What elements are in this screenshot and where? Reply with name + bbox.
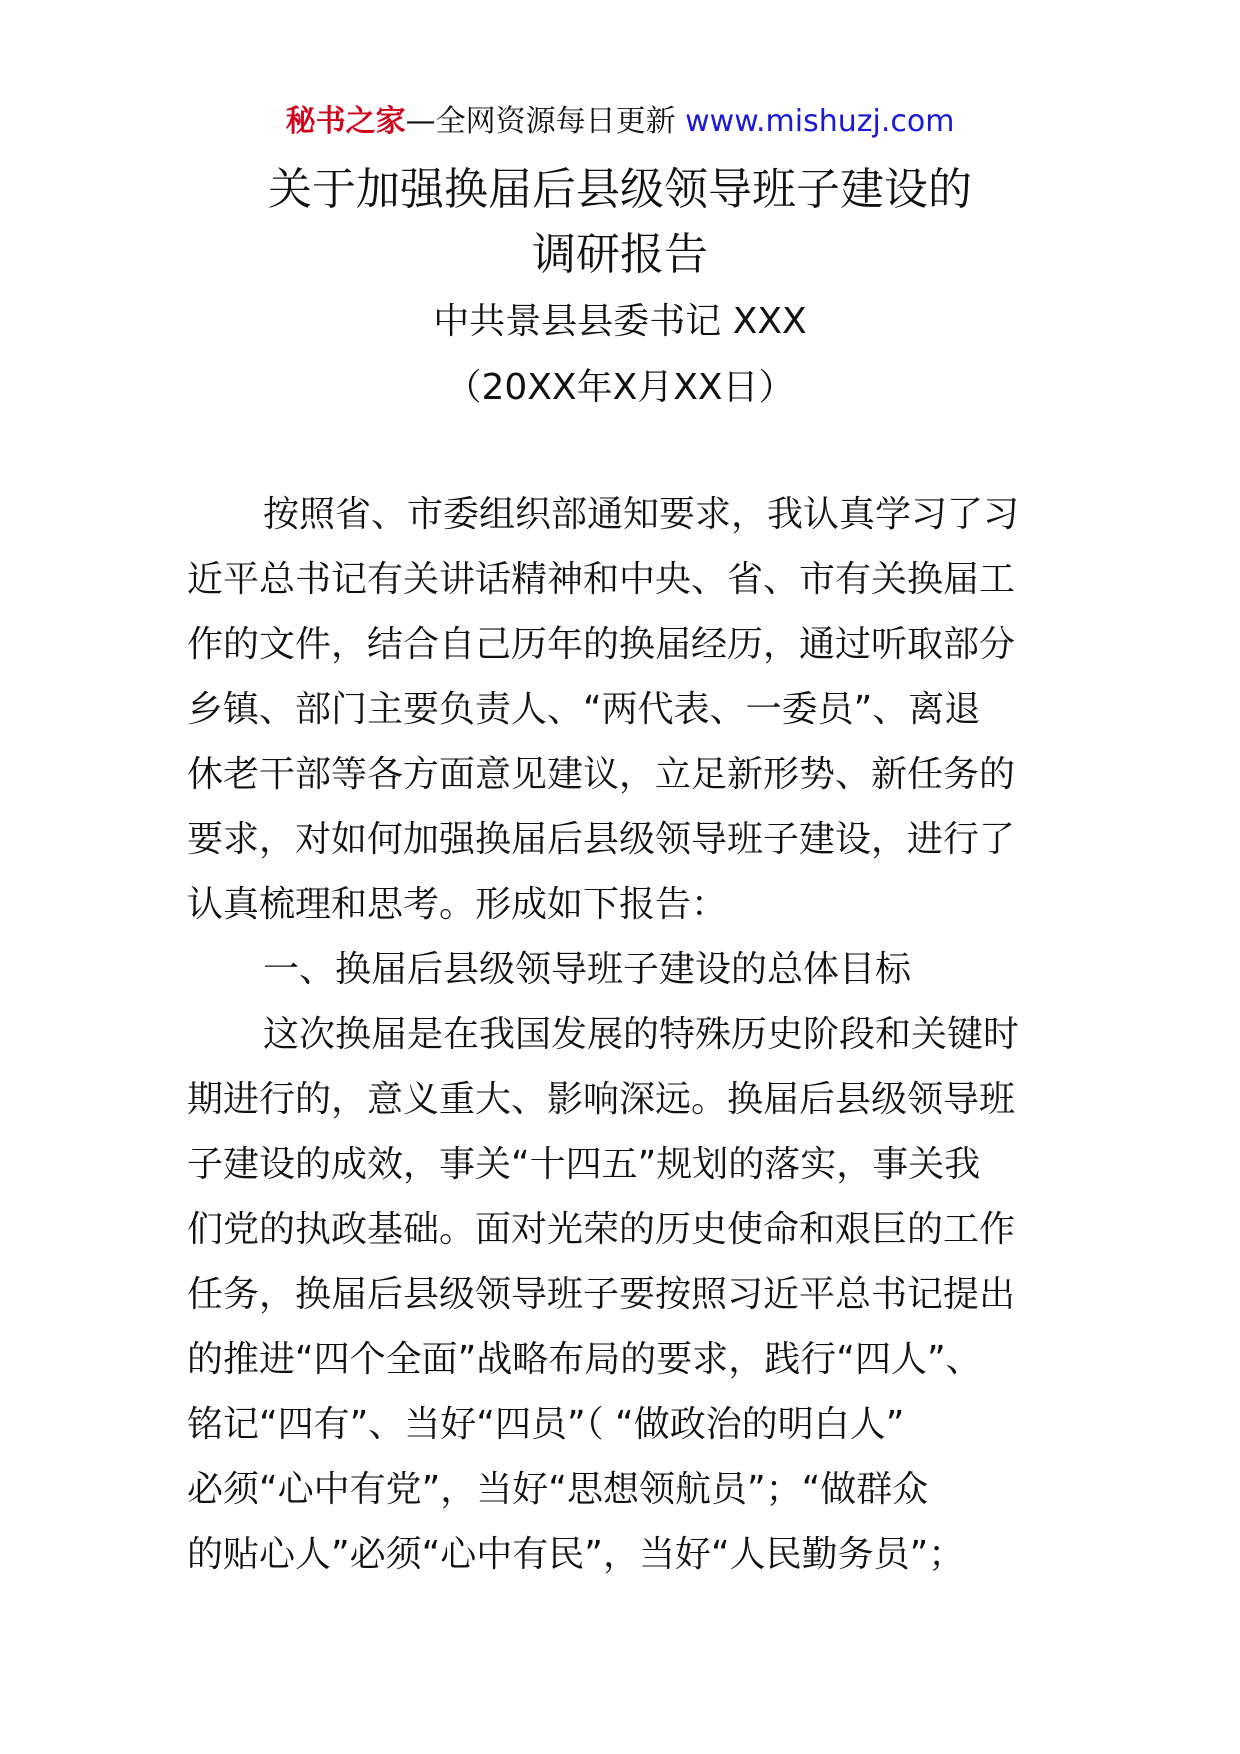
document-author: 中共景县县委书记 XXX xyxy=(433,301,807,342)
site-slogan: —全网资源每日更新 xyxy=(405,104,676,139)
body-line: 的推进“四个全面”战略布局的要求，践行“四人”、 xyxy=(187,1339,982,1380)
body-line: 认真梳理和思考。形成如下报告： xyxy=(187,884,728,925)
site-url-link[interactable]: www.mishuzj.com xyxy=(685,104,955,139)
body-line: 期进行的，意义重大、影响深远。换届后县级领导班 xyxy=(187,1079,1016,1120)
document-title-line-1: 关于加强换届后县级领导班子建设的 xyxy=(268,164,972,215)
document-date: （20XX年X月XX日） xyxy=(445,367,795,408)
section-heading: 一、换届后县级领导班子建设的总体目标 xyxy=(263,949,912,990)
body-line: 铭记“四有”、当好“四员”（ “做政治的明白人” xyxy=(187,1404,905,1445)
brand-name: 秘书之家 xyxy=(285,104,406,139)
body-line: 任务，换届后县级领导班子要按照习近平总书记提出 xyxy=(187,1274,1016,1315)
body-line: 休老干部等各方面意见建议，立足新形势、新任务的 xyxy=(187,754,1016,795)
body-line: 要求，对如何加强换届后县级领导班子建设，进行了 xyxy=(187,819,1016,860)
body-line: 必须“心中有党”，当好“思想领航员”；“做群众 xyxy=(187,1469,929,1510)
body-line: 乡镇、部门主要负责人、“两代表、一委员”、离退 xyxy=(187,689,981,730)
body-line: 作的文件，结合自己历年的换届经历，通过听取部分 xyxy=(187,624,1016,665)
document-body xyxy=(187,482,1077,1587)
document-title-line-2: 调研报告 xyxy=(532,229,708,280)
body-line: 的贴心人”必须“心中有民”，当好“人民勤务员”； xyxy=(187,1534,965,1575)
body-line: 这次换届是在我国发展的特殊历史阶段和关键时 xyxy=(263,1014,1020,1055)
site-header xyxy=(0,100,1240,144)
body-line: 子建设的成效，事关“十四五”规划的落实，事关我 xyxy=(187,1144,981,1185)
body-line: 按照省、市委组织部通知要求，我认真学习了习 xyxy=(263,494,1020,535)
body-line: 近平总书记有关讲话精神和中央、省、市有关换届工 xyxy=(187,559,1016,600)
body-line: 们党的执政基础。面对光荣的历史使命和艰巨的工作 xyxy=(187,1209,1016,1250)
